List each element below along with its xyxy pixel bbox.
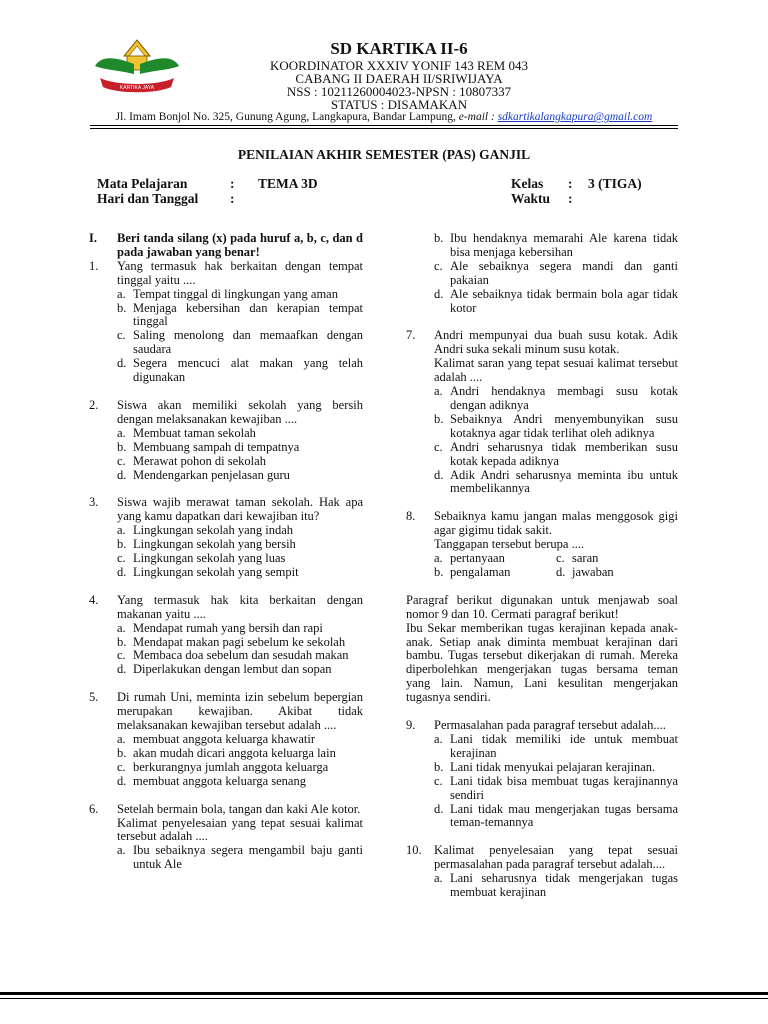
option-a[interactable]: [117, 622, 363, 636]
option-text: akan mudah dicari anggota keluarga lain: [133, 745, 336, 760]
question-number: 9.: [406, 718, 416, 733]
option-letter: a.: [117, 620, 126, 635]
question-text: Yang termasuk hak kita berkaitan dengan makanan yaitu ....: [117, 592, 363, 621]
section-instruction: [89, 232, 363, 260]
question-7: [406, 329, 678, 496]
option-text: Sebaiknya Andri menyembunyikan susu kotaknya agar tidak terlihat oleh adiknya: [450, 411, 678, 440]
question-text: Kalimat penyelesaian yang tepat sesuai permasalahan pada paragraf tersebut adalah....: [434, 843, 678, 872]
instruction-text: Beri tanda silang (x) pada huruf a, b, c, dan d pada jawaban yang benar!: [117, 231, 363, 259]
option-text: Ibu sebaiknya segera mengambil baju ganti untuk Ale: [133, 843, 363, 872]
question-number: 8.: [406, 509, 416, 524]
option-text: membuat anggota keluarga khawatir: [133, 732, 315, 746]
option-c[interactable]: [117, 761, 363, 775]
header-nss: NSS : 10211260004023-NPSN : 10807337: [286, 84, 512, 99]
option-text: saran: [572, 551, 599, 566]
option-letter: c.: [434, 439, 443, 454]
option-a[interactable]: [434, 552, 556, 566]
header-branch: CABANG II DAERAH II/SRIWIJAYA: [295, 71, 503, 86]
option-c[interactable]: [556, 552, 678, 566]
option-text: Adik Andri seharusnya meminta ibu untuk membelikannya: [450, 467, 678, 496]
question-9: [406, 719, 678, 830]
option-c[interactable]: [434, 260, 678, 288]
question-6: [89, 803, 363, 873]
option-a[interactable]: [117, 524, 363, 538]
option-letter: d.: [117, 467, 127, 482]
option-letter: d.: [117, 662, 127, 677]
option-letter: a.: [434, 871, 443, 886]
option-text: Ale sebaiknya tidak bermain bola agar tidak kotor: [450, 286, 678, 315]
option-a[interactable]: [117, 427, 363, 441]
option-letter: c.: [117, 551, 126, 566]
option-letter: b.: [117, 745, 127, 760]
option-letter: d.: [434, 801, 444, 816]
option-b[interactable]: [434, 566, 556, 580]
option-letter: b.: [117, 634, 127, 649]
option-text: pengalaman: [450, 564, 511, 579]
option-text: Segera mencuci alat makan yang telah digunakan: [133, 356, 363, 385]
question-number: 10.: [406, 843, 422, 858]
question-1: [89, 260, 363, 385]
option-d[interactable]: [434, 288, 678, 316]
option-text: Diperlakukan dengan lembut dan sopan: [133, 662, 332, 677]
option-letter: a.: [434, 384, 443, 399]
reading-instruction: Paragraf berikut digunakan untuk menjawab soal nomor 9 dan 10. Cermati paragraf berikut!: [406, 592, 678, 621]
option-b[interactable]: [117, 636, 363, 650]
option-letter: d.: [117, 564, 127, 579]
question-6-continued: [406, 232, 678, 315]
option-letter: d.: [556, 564, 566, 579]
question-number: 4.: [89, 592, 99, 607]
option-text: Membuat taman sekolah: [133, 425, 256, 440]
option-b[interactable]: [117, 302, 363, 330]
question-text: Siswa wajib merawat taman sekolah. Hak apa yang kamu dapatkan dari kewajiban itu?: [117, 495, 363, 524]
option-letter: b.: [434, 411, 444, 426]
option-letter: a.: [434, 551, 443, 566]
question-text: Andri mempunyai dua buah susu kotak. Adik Andri suka sekali minum susu kotak.: [434, 328, 678, 357]
option-b[interactable]: [117, 747, 363, 761]
option-c[interactable]: [117, 649, 363, 663]
header-divider-second: [90, 128, 678, 129]
date-sep: :: [230, 191, 235, 206]
subject-label: Mata Pelajaran: [97, 176, 188, 191]
option-c[interactable]: [117, 329, 363, 357]
option-letter: b.: [117, 439, 127, 454]
question-text: Setelah bermain bola, tangan dan kaki Ale kotor.: [117, 801, 361, 816]
option-a[interactable]: [434, 872, 678, 900]
option-a[interactable]: [117, 288, 363, 302]
option-letter: c.: [434, 773, 443, 788]
option-text: Saling menolong dan memaafkan dengan saudara: [133, 328, 363, 357]
question-prompt: Tanggapan tersebut berupa ....: [434, 537, 585, 552]
address-text: Jl. Imam Bonjol No. 325, Gunung Agung, Langkapura, Bandar Lampung,: [115, 111, 456, 123]
option-d[interactable]: [434, 469, 678, 497]
option-letter: d.: [434, 286, 444, 301]
option-b[interactable]: [117, 441, 363, 455]
option-a[interactable]: [434, 385, 678, 413]
option-text: Lani seharusnya tidak mengerjakan tugas membuat kerajinan: [450, 871, 678, 900]
option-a[interactable]: [434, 733, 678, 761]
option-letter: c.: [117, 328, 126, 343]
question-2: [89, 399, 363, 482]
option-b[interactable]: [434, 232, 678, 260]
option-text: Lani tidak memiliki ide untuk membuat kerajinan: [450, 732, 678, 760]
option-text: Mendengarkan penjelasan guru: [133, 467, 290, 482]
question-text: Siswa akan memiliki sekolah yang bersih dengan melaksanakan kewajiban ....: [117, 397, 363, 426]
option-text: Tempat tinggal di lingkungan yang aman: [133, 286, 338, 301]
class-sep: :: [568, 176, 573, 191]
option-b[interactable]: [434, 761, 678, 775]
time-label: Waktu: [511, 191, 551, 206]
question-number: 2.: [89, 397, 99, 412]
page-bottom-rule-thin: [0, 998, 768, 999]
page-bottom-rule: [0, 992, 768, 995]
email-label: e-mail :: [458, 111, 495, 123]
option-a[interactable]: [117, 844, 363, 872]
date-label: Hari dan Tanggal: [97, 191, 199, 206]
question-5: [89, 691, 363, 788]
option-letter: c.: [117, 453, 126, 468]
option-c[interactable]: [434, 775, 678, 803]
school-name: SD KARTIKA II-6: [330, 39, 468, 58]
option-text: jawaban: [572, 564, 614, 579]
option-text: Mendapat rumah yang bersih dan rapi: [133, 620, 323, 635]
option-text: Membuang sampah di tempatnya: [133, 439, 300, 454]
option-c[interactable]: [434, 441, 678, 469]
option-d[interactable]: [117, 775, 363, 789]
option-letter: a.: [117, 732, 126, 746]
option-letter: a.: [117, 843, 126, 858]
option-d[interactable]: [434, 803, 678, 831]
question-prompt: Kalimat penyelesaian yang tepat sesuai kalimat tersebut adalah ....: [117, 815, 363, 844]
question-8: [406, 510, 678, 580]
question-text: Permasalahan pada paragraf tersebut adalah....: [434, 718, 666, 733]
header-status: STATUS : DISAMAKAN: [330, 97, 468, 112]
question-number: 1.: [89, 258, 99, 273]
question-number: 3.: [89, 495, 99, 510]
option-letter: b.: [434, 564, 444, 579]
option-text: berkurangnya jumlah anggota keluarga: [133, 759, 329, 774]
option-letter: b.: [434, 759, 444, 774]
section-number: I.: [89, 231, 97, 245]
header-divider: [90, 125, 678, 126]
exam-title: PENILAIAN AKHIR SEMESTER (PAS) GANJIL: [237, 147, 531, 162]
option-text: Lingkungan sekolah yang sempit: [133, 564, 299, 579]
option-letter: a.: [117, 286, 126, 301]
question-number: 7.: [406, 328, 416, 343]
option-letter: c.: [556, 551, 565, 566]
subject-sep: :: [230, 176, 235, 191]
option-text: Andri hendaknya membagi susu kotak dengan adiknya: [450, 384, 678, 412]
option-letter: c.: [117, 648, 126, 663]
option-b[interactable]: [117, 538, 363, 552]
option-letter: c.: [434, 258, 443, 273]
option-d[interactable]: [117, 663, 363, 677]
logo-motto: KARTIKA JAYA: [119, 85, 155, 91]
option-letter: d.: [117, 773, 127, 788]
option-c[interactable]: [117, 455, 363, 469]
option-text: Lani tidak mau mengerjakan tugas bersama teman-temannya: [450, 801, 678, 830]
option-text: Lingkungan sekolah yang indah: [133, 523, 294, 538]
option-d[interactable]: [117, 469, 363, 483]
question-text: Yang termasuk hak berkaitan dengan tempat tinggal yaitu ....: [117, 258, 363, 287]
option-text: Merawat pohon di sekolah: [133, 453, 266, 468]
question-text: Sebaiknya kamu jangan malas menggosok gigi agar gigimu tidak sakit.: [434, 509, 678, 538]
class-label: Kelas: [511, 176, 544, 191]
option-c[interactable]: [117, 552, 363, 566]
question-prompt: Kalimat saran yang tepat sesuai kalimat tersebut adalah ....: [434, 356, 678, 385]
class-value: 3 (TIGA): [588, 176, 642, 191]
question-4: [89, 594, 363, 677]
option-text: Lingkungan sekolah yang bersih: [133, 537, 296, 552]
option-text: Ibu hendaknya memarahi Ale karena tidak bisa menjaga kebersihan: [450, 231, 678, 259]
reading-paragraph: Ibu Sekar memberikan tugas kerajinan kepada anak-anak. Setiap anak diminta membuat kerajinan dari bambu. Tugas tersebut dikerjakan di rumah. Mereka diperbolehkan mengerjakan tugas bersama teman yang lain. Namun, Lani kesulitan mengerjakan tugasnya sendiri.: [406, 620, 678, 705]
question-number: 5.: [89, 690, 99, 705]
option-text: Menjaga kebersihan dan kerapian tempat tinggal: [133, 300, 363, 329]
option-letter: a.: [117, 523, 126, 538]
option-text: Andri seharusnya tidak memberikan susu kotak kepada adiknya: [450, 439, 678, 468]
question-number: 6.: [89, 801, 99, 816]
question-text: Di rumah Uni, meminta izin sebelum bepergian merupakan kewajiban. Akibat tidak melaksanakan kewajiban tersebut adalah ....: [117, 690, 363, 733]
option-a[interactable]: [117, 733, 363, 747]
option-text: Lani tidak bisa membuat tugas kerajinannya sendiri: [450, 773, 678, 802]
option-b[interactable]: [434, 413, 678, 441]
school-address: [0, 110, 768, 124]
option-letter: b.: [117, 300, 127, 315]
left-column: [89, 232, 363, 872]
time-sep: :: [568, 191, 573, 206]
option-letter: d.: [117, 356, 127, 371]
question-3: [89, 496, 363, 579]
option-text: membuat anggota keluarga senang: [133, 773, 306, 788]
option-letter: b.: [434, 231, 444, 245]
option-text: Mendapat makan pagi sebelum ke sekolah: [133, 634, 346, 649]
option-d[interactable]: [556, 566, 678, 580]
option-letter: b.: [117, 537, 127, 552]
option-text: pertanyaan: [450, 551, 505, 566]
header-coordinator: KOORDINATOR XXXIV YONIF 143 REM 043: [270, 58, 528, 73]
option-letter: d.: [434, 467, 444, 482]
right-column: [406, 232, 678, 900]
option-d[interactable]: [117, 357, 363, 385]
question-10: [406, 844, 678, 900]
email-link[interactable]: sdkartikalangkapura@gmail.com: [497, 111, 653, 123]
option-letter: c.: [117, 759, 126, 774]
option-letter: a.: [117, 425, 126, 440]
option-letter: a.: [434, 732, 443, 746]
option-text: Lingkungan sekolah yang luas: [133, 551, 286, 566]
option-text: Ale sebaiknya segera mandi dan ganti pakaian: [450, 258, 678, 287]
option-text: Lani tidak menyukai pelajaran kerajinan.: [450, 759, 656, 774]
option-d[interactable]: [117, 566, 363, 580]
subject-value: TEMA 3D: [258, 176, 318, 191]
option-text: Membaca doa sebelum dan sesudah makan: [133, 648, 349, 663]
